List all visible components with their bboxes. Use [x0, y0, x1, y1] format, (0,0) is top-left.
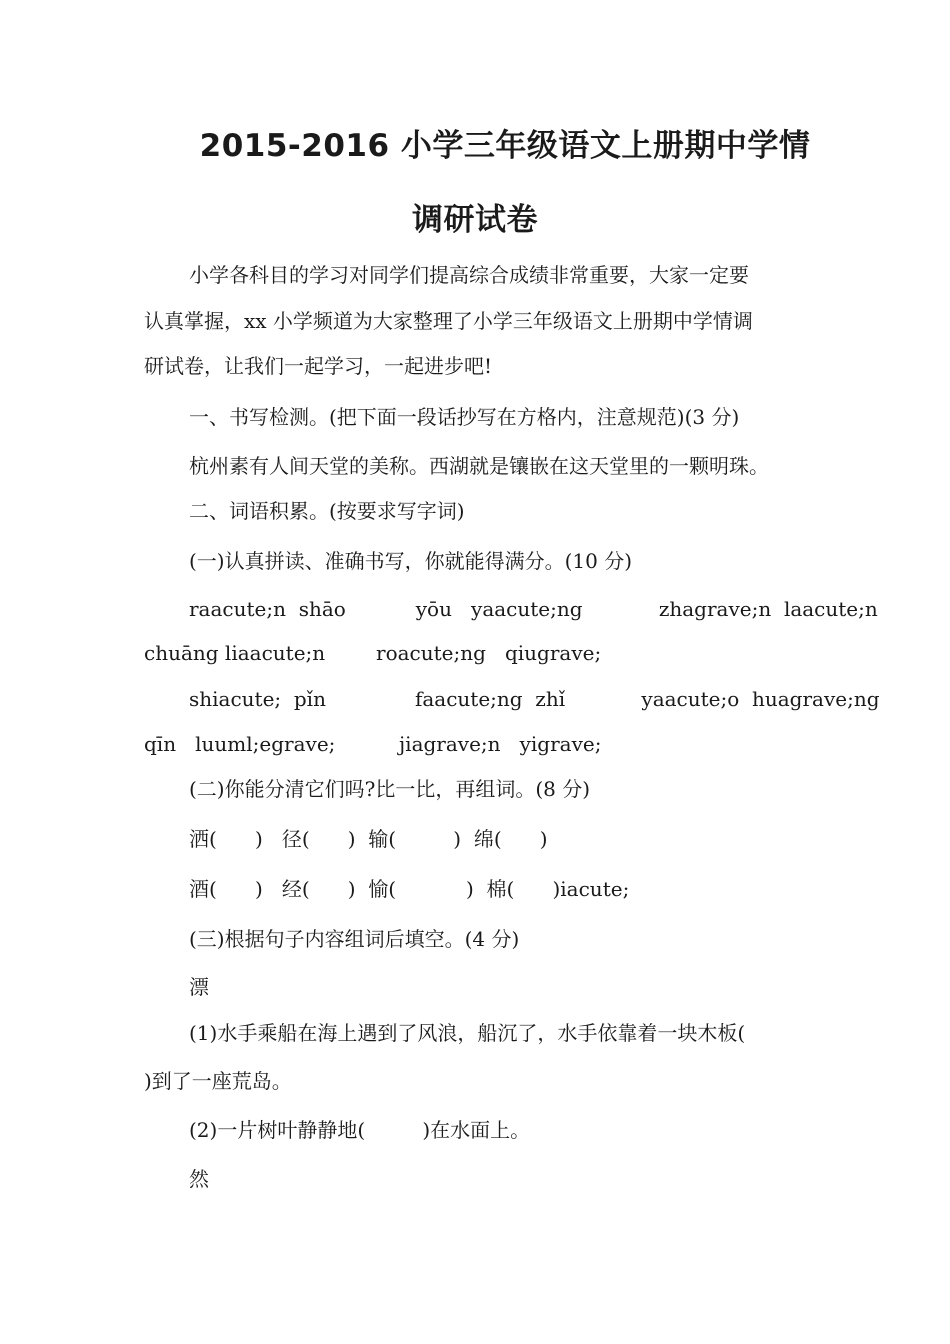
- section1-text: 杭州素有人间天堂的美称。西湖就是镶嵌在这天堂里的一颗明珠。: [189, 454, 769, 478]
- intro-line-2: 认真掌握，xx 小学频道为大家整理了小学三年级语文上册期中学情调: [144, 309, 753, 333]
- character-1: 漂: [189, 975, 209, 999]
- part1-heading: (一)认真拼读、准确书写，你就能得满分。(10 分): [189, 549, 633, 573]
- part2-heading: (二)你能分清它们吗?比一比，再组词。(8 分): [189, 777, 591, 801]
- pinyin-row-2a: shiacute; pǐn faacute;ng zhǐ yaacute;o huagrave;ng: [189, 687, 880, 711]
- pinyin-row-1b: chuāng liaacute;n roacute;ng qiugrave;: [144, 641, 602, 665]
- pinyin-row-2b: qīn luuml;egrave; jiagrave;n yigrave;: [144, 732, 602, 756]
- character-2: 然: [189, 1167, 209, 1191]
- compare-row-2: 酒( ) 经( ) 愉( ) 棉( )iacute;: [189, 877, 630, 901]
- intro-line-1: 小学各科目的学习对同学们提高综合成绩非常重要，大家一定要: [189, 263, 749, 287]
- sentence-2: (2)一片树叶静静地( )在水面上。: [189, 1118, 531, 1142]
- intro-line-3: 研试卷，让我们一起学习，一起进步吧!: [144, 354, 493, 378]
- sentence-1b: )到了一座荒岛。: [144, 1069, 292, 1093]
- sentence-1a: (1)水手乘船在海上遇到了风浪，船沉了，水手依靠着一块木板(: [189, 1021, 746, 1045]
- page-title-continued: 调研试卷: [412, 202, 538, 238]
- pinyin-row-1a: raacute;n shāo yōu yaacute;ng zhagrave;n laacute;n: [189, 597, 878, 621]
- page-title: 2015-2016 小学三年级语文上册期中学情: [199, 128, 811, 164]
- section1-heading: 一、书写检测。(把下面一段话抄写在方格内，注意规范)(3 分): [189, 405, 740, 429]
- section2-heading: 二、词语积累。(按要求写字词): [189, 499, 465, 523]
- part3-heading: (三)根据句子内容组词后填空。(4 分): [189, 927, 520, 951]
- compare-row-1: 洒( ) 径( ) 输( ) 绵( ): [189, 827, 548, 851]
